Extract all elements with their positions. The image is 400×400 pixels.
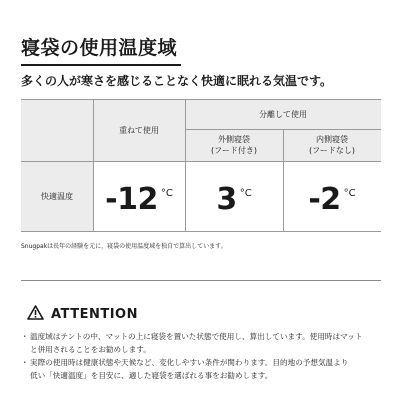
header-blank xyxy=(21,99,93,161)
header-inner xyxy=(283,129,381,161)
page-title: 寝袋の使用温度域 xyxy=(21,37,178,59)
value-outer-cell xyxy=(185,161,283,232)
value-inner-cell xyxy=(283,161,381,232)
grid-line xyxy=(21,161,381,162)
list-item xyxy=(21,356,386,382)
section-divider xyxy=(21,280,381,281)
grid-line xyxy=(21,99,381,100)
list-item-line: 低い「快適温度」を目安に、適した寝袋を選ばれる事をお勧めします。 xyxy=(30,371,273,380)
list-item xyxy=(21,330,386,356)
value-combined: -12 xyxy=(105,182,158,217)
grid-line xyxy=(21,231,381,232)
temperature-table xyxy=(21,99,381,232)
footnote: Snugpakは長年の経験を元に、寝袋の使用温度域を独自で算出しています。 xyxy=(21,243,227,250)
header-separate xyxy=(185,99,381,129)
attention-title: ATTENTION xyxy=(51,307,138,322)
grid-line xyxy=(93,99,94,232)
unit-celsius: °C xyxy=(343,188,356,199)
list-item-line: と併用されることをお勧めします。 xyxy=(30,345,151,354)
header-inner-line1: 内側寝袋 xyxy=(316,135,348,144)
grid-line xyxy=(283,129,284,232)
row-label-cell xyxy=(21,161,93,232)
value-outer: 3 xyxy=(216,182,237,217)
grid-line xyxy=(185,99,186,232)
value-inner: -2 xyxy=(308,182,341,217)
attention-list xyxy=(21,330,386,382)
header-outer xyxy=(185,129,283,161)
header-separate-label: 分離して使用 xyxy=(259,109,307,119)
value-combined-cell xyxy=(93,161,185,232)
header-outer-line2: (フード付き) xyxy=(210,146,257,155)
unit-celsius: °C xyxy=(239,188,252,199)
bullet-mark: ・ xyxy=(21,332,29,341)
header-combined xyxy=(93,99,185,161)
list-item-line: 温度域はテントの中、マットの上に寝袋を置いた状態で使用し、算出しています。使用時はマット xyxy=(30,332,363,341)
warning-icon xyxy=(27,305,44,324)
attention-header xyxy=(27,305,138,324)
title-underline xyxy=(21,64,181,66)
page-subtitle: 多くの人が寒さを感じることなく快適に眠れる気温です。 xyxy=(21,74,333,88)
list-item-line: 実際の使用時は健康状態や天候など、変化しやすい条件が関わります。目的地の予想気温より xyxy=(30,358,349,367)
bullet-mark: ・ xyxy=(21,358,29,367)
header-combined-label: 重ねて使用 xyxy=(119,125,159,135)
header-inner-line2: (フードなし) xyxy=(308,146,355,155)
unit-celsius: °C xyxy=(160,188,173,199)
row-label-comfort: 快適温度 xyxy=(41,192,73,201)
header-outer-line1: 外側寝袋 xyxy=(218,135,250,144)
